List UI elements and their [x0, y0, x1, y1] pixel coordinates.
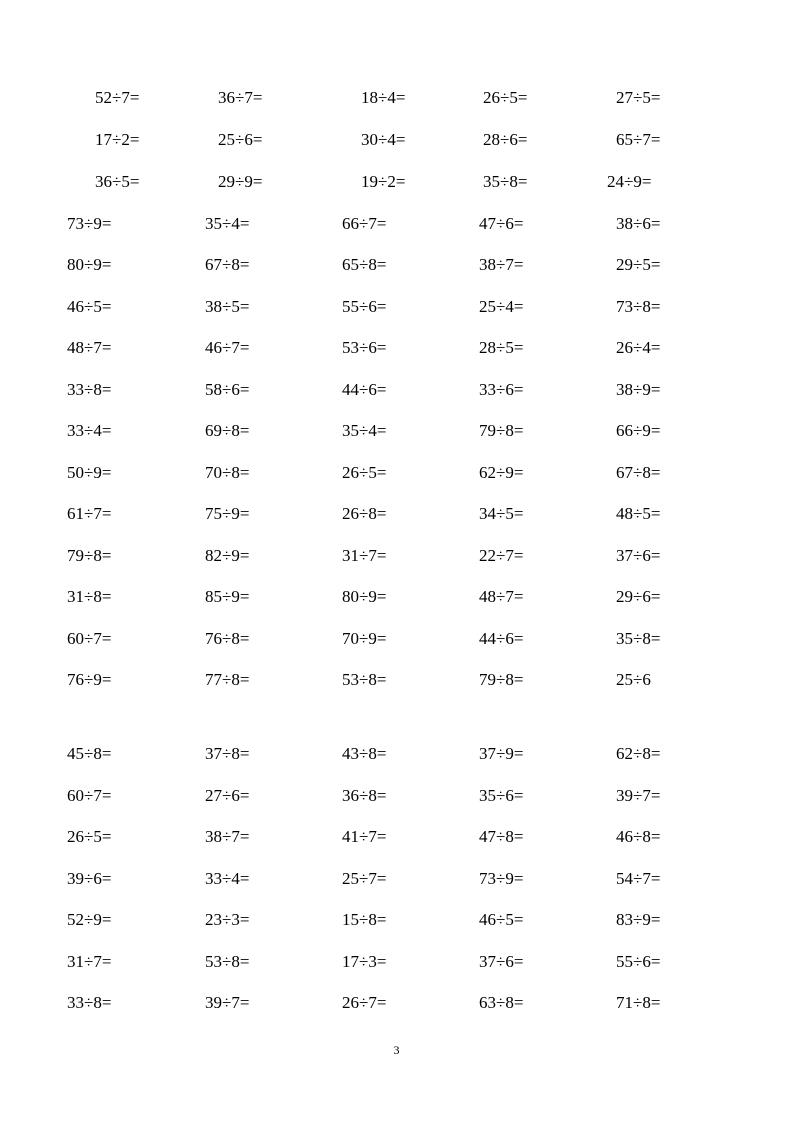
division-problem: 39÷7=	[205, 993, 250, 1012]
division-problem: 48÷7=	[479, 587, 524, 606]
division-problem: 52÷9=	[67, 910, 112, 929]
division-problem: 24÷9=	[607, 172, 652, 191]
page-number: 3	[393, 1043, 400, 1057]
division-problem: 77÷8=	[205, 670, 250, 689]
division-problem: 58÷6=	[205, 380, 250, 399]
division-problem: 73÷8=	[616, 297, 661, 316]
division-problem: 53÷6=	[342, 338, 387, 357]
division-problem: 62÷9=	[479, 463, 524, 482]
division-problem: 36÷8=	[342, 786, 387, 805]
division-problem: 44÷6=	[479, 629, 524, 648]
division-problem: 60÷7=	[67, 629, 112, 648]
division-problem: 37÷9=	[479, 744, 524, 763]
division-problem: 45÷8=	[67, 744, 112, 763]
division-problem: 18÷4=	[361, 88, 406, 107]
division-problem: 38÷5=	[205, 297, 250, 316]
division-problem: 22÷7=	[479, 546, 524, 565]
division-problem: 33÷4=	[205, 869, 250, 888]
division-problem: 66÷9=	[616, 421, 661, 440]
division-problem: 37÷6=	[479, 952, 524, 971]
division-problem: 60÷7=	[67, 786, 112, 805]
division-problem: 26÷5=	[483, 88, 528, 107]
division-problem: 35÷6=	[479, 786, 524, 805]
division-problem: 31÷7=	[67, 952, 112, 971]
division-problem: 36÷7=	[218, 88, 263, 107]
division-problem: 70÷9=	[342, 629, 387, 648]
division-problem: 46÷7=	[205, 338, 250, 357]
division-problem: 29÷6=	[616, 587, 661, 606]
division-problem: 35÷8=	[616, 629, 661, 648]
division-problem: 34÷5=	[479, 504, 524, 523]
division-problem: 82÷9=	[205, 546, 250, 565]
division-problem: 73÷9=	[479, 869, 524, 888]
division-problem: 17÷2=	[95, 130, 140, 149]
division-problem: 76÷8=	[205, 629, 250, 648]
division-problem: 39÷7=	[616, 786, 661, 805]
division-problem: 80÷9=	[67, 255, 112, 274]
division-problem: 36÷5=	[95, 172, 140, 191]
division-problem: 30÷4=	[361, 130, 406, 149]
division-problem: 28÷6=	[483, 130, 528, 149]
division-problem: 85÷9=	[205, 587, 250, 606]
division-problem: 29÷9=	[218, 172, 263, 191]
division-problem: 26÷8=	[342, 504, 387, 523]
division-problem: 35÷4=	[205, 214, 250, 233]
division-problem: 55÷6=	[616, 952, 661, 971]
division-problem: 69÷8=	[205, 421, 250, 440]
division-problem: 25÷7=	[342, 869, 387, 888]
division-problem: 41÷7=	[342, 827, 387, 846]
division-problem: 80÷9=	[342, 587, 387, 606]
division-problem: 62÷8=	[616, 744, 661, 763]
division-problem: 76÷9=	[67, 670, 112, 689]
division-problem: 65÷8=	[342, 255, 387, 274]
division-problem: 19÷2=	[361, 172, 406, 191]
division-problem: 79÷8=	[67, 546, 112, 565]
division-problem: 73÷9=	[67, 214, 112, 233]
division-problem: 38÷7=	[479, 255, 524, 274]
division-problem: 70÷8=	[205, 463, 250, 482]
division-problem: 46÷5=	[479, 910, 524, 929]
division-problem: 55÷6=	[342, 297, 387, 316]
division-problem: 67÷8=	[616, 463, 661, 482]
division-problem: 23÷3=	[205, 910, 250, 929]
division-problem: 35÷4=	[342, 421, 387, 440]
division-problem: 50÷9=	[67, 463, 112, 482]
division-problem: 33÷6=	[479, 380, 524, 399]
division-problem: 46÷8=	[616, 827, 661, 846]
division-problem: 53÷8=	[205, 952, 250, 971]
division-problem: 26÷4=	[616, 338, 661, 357]
division-problem: 63÷8=	[479, 993, 524, 1012]
division-problem: 79÷8=	[479, 670, 524, 689]
division-problem: 26÷5=	[342, 463, 387, 482]
division-problem: 27÷5=	[616, 88, 661, 107]
division-problem: 46÷5=	[67, 297, 112, 316]
division-problem: 26÷5=	[67, 827, 112, 846]
division-problem: 53÷8=	[342, 670, 387, 689]
division-problem: 25÷4=	[479, 297, 524, 316]
division-problem: 28÷5=	[479, 338, 524, 357]
division-problem: 75÷9=	[205, 504, 250, 523]
division-problem: 48÷7=	[67, 338, 112, 357]
division-problem: 25÷6=	[218, 130, 263, 149]
division-problem: 37÷8=	[205, 744, 250, 763]
division-problem: 67÷8=	[205, 255, 250, 274]
division-problem: 43÷8=	[342, 744, 387, 763]
division-problem: 38÷9=	[616, 380, 661, 399]
division-problem: 38÷6=	[616, 214, 661, 233]
division-problem: 26÷7=	[342, 993, 387, 1012]
division-problem: 71÷8=	[616, 993, 661, 1012]
division-problem: 83÷9=	[616, 910, 661, 929]
division-problem: 79÷8=	[479, 421, 524, 440]
division-problem: 47÷6=	[479, 214, 524, 233]
division-problem: 15÷8=	[342, 910, 387, 929]
division-problem: 29÷5=	[616, 255, 661, 274]
division-problem: 33÷8=	[67, 380, 112, 399]
division-problem: 44÷6=	[342, 380, 387, 399]
division-problem: 37÷6=	[616, 546, 661, 565]
division-problem: 27÷6=	[205, 786, 250, 805]
division-problem: 33÷4=	[67, 421, 112, 440]
division-problem: 31÷8=	[67, 587, 112, 606]
division-problem: 61÷7=	[67, 504, 112, 523]
division-problem: 33÷8=	[67, 993, 112, 1012]
division-problem: 17÷3=	[342, 952, 387, 971]
division-problem: 39÷6=	[67, 869, 112, 888]
division-problem: 65÷7=	[616, 130, 661, 149]
division-problem: 38÷7=	[205, 827, 250, 846]
division-problem: 47÷8=	[479, 827, 524, 846]
division-problem: 31÷7=	[342, 546, 387, 565]
division-problem: 52÷7=	[95, 88, 140, 107]
division-problem: 48÷5=	[616, 504, 661, 523]
division-problem: 66÷7=	[342, 214, 387, 233]
division-problem: 54÷7=	[616, 869, 661, 888]
division-problem: 25÷6	[616, 670, 651, 689]
division-problem: 35÷8=	[483, 172, 528, 191]
